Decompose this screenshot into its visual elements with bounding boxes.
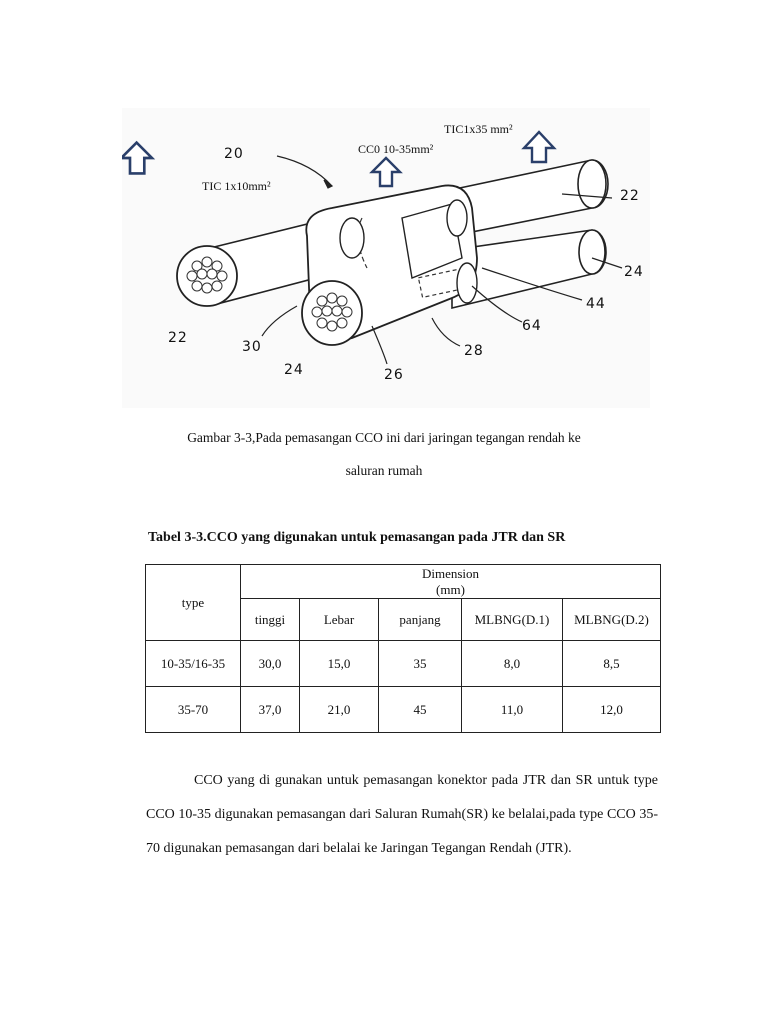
cco-dimension-table (145, 564, 661, 733)
label-20: 20 (224, 146, 244, 162)
label-22-left: 22 (168, 330, 188, 346)
header-type: type (146, 565, 241, 641)
table-cell: 35-70 (146, 687, 241, 733)
table-row (146, 687, 661, 733)
label-28: 28 (464, 343, 484, 359)
column-header: Lebar (300, 599, 379, 641)
cco-connector-drawing (122, 108, 650, 408)
leader-26 (372, 326, 387, 364)
arrow-cco-icon (372, 158, 400, 186)
leader-20 (277, 156, 332, 186)
table-row (146, 641, 661, 687)
label-24-bottom: 24 (284, 362, 304, 378)
label-26: 26 (384, 367, 404, 383)
label-tic-35: TIC1x35 mm² (444, 122, 513, 136)
table-cell: 30,0 (241, 641, 300, 687)
table-title: Tabel 3-3.CCO yang digunakan untuk pemasangan pada JTR dan SR (148, 530, 566, 545)
column-header: panjang (379, 599, 462, 641)
header-dimension (241, 565, 661, 599)
label-30: 30 (242, 339, 262, 355)
header-dimension-label: Dimension (421, 565, 480, 581)
table-cell: 21,0 (300, 687, 379, 733)
label-cco: CC0 10-35mm² (358, 142, 434, 156)
figure-caption-line1: Gambar 3-3,Pada pemasangan CCO ini dari jaringan tegangan rendah ke (187, 430, 581, 445)
arrow-tic-10-icon (122, 143, 152, 174)
connector-figure (122, 108, 650, 408)
column-header: MLBNG(D.2) (563, 599, 661, 641)
label-64: 64 (522, 318, 542, 334)
table-cell: 12,0 (563, 687, 661, 733)
table-cell: 35 (379, 641, 462, 687)
leader-28 (432, 318, 460, 346)
leader-30 (262, 306, 297, 336)
label-44: 44 (586, 296, 606, 312)
column-header: tinggi (241, 599, 300, 641)
label-22-right: 22 (620, 188, 640, 204)
table-cell: 37,0 (241, 687, 300, 733)
table-cell: 45 (379, 687, 462, 733)
figure-caption-line2: saluran rumah (345, 463, 423, 478)
table-cell: 11,0 (462, 687, 563, 733)
table-cell: 15,0 (300, 641, 379, 687)
body-paragraph-text: CCO yang di gunakan untuk pemasangan konektor pada JTR dan SR untuk type CCO 10-35 digunakan pemasangan dari Saluran Rumah(SR) ke belalai,pada type CCO 35- 70 digunakan pemasangan dari belalai ke Jaringan Tegangan Rendah (JTR). (146, 773, 658, 856)
header-unit: (mm) (436, 581, 465, 597)
body-paragraph (146, 764, 658, 866)
column-header: MLBNG(D.1) (462, 599, 563, 641)
label-tic-10: TIC 1x10mm² (202, 179, 271, 193)
table-cell: 8,5 (563, 641, 661, 687)
arrow-tic-35-icon (524, 132, 554, 162)
table-cell: 10-35/16-35 (146, 641, 241, 687)
label-24-right: 24 (624, 264, 644, 280)
table-cell: 8,0 (462, 641, 563, 687)
